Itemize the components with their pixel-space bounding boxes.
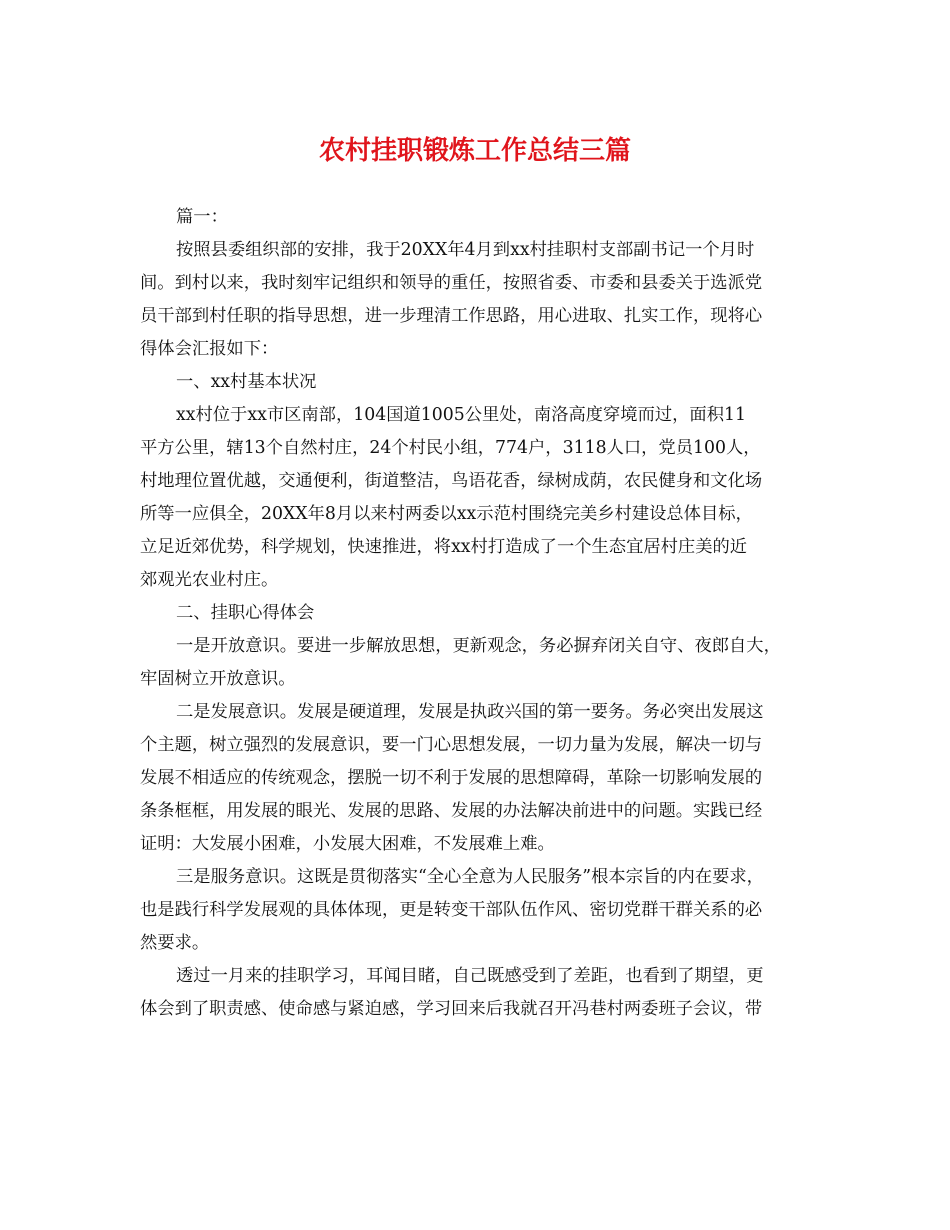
text-line: 二是发展意识。发展是硬道理，发展是执政兴国的第一要务。务必突出发展这 — [176, 702, 764, 722]
document-body — [140, 201, 820, 1026]
text-line: 篇一： — [176, 207, 228, 227]
text-line: 牢固树立开放意识。 — [140, 669, 296, 689]
text-line: 村地理位置优越，交通便利，街道整洁，鸟语花香，绿树成荫，农民健身和文化场 — [140, 471, 763, 491]
text-line: 二、挂职心得体会 — [176, 603, 315, 623]
text-line: 体会到了职责感、使命感与紧迫感，学习回来后我就召开冯巷村两委班子会议，带 — [140, 999, 763, 1019]
text-line: 一是开放意识。要进一步解放思想，更新观念，务必摒弃闭关自守、夜郎自大， — [176, 636, 781, 656]
text-line: 得体会汇报如下： — [140, 339, 279, 359]
text-line: 然要求。 — [140, 933, 210, 953]
text-line: 透过一月来的挂职学习，耳闻目睹，自己既感受到了差距，也看到了期望，更 — [176, 966, 764, 986]
text-line: 一、xx村基本状况 — [176, 372, 317, 392]
text-line: 发展不相适应的传统观念，摆脱一切不利于发展的思想障碍，革除一切影响发展的 — [140, 768, 763, 788]
text-line: 条条框框，用发展的眼光、发展的思路、发展的办法解决前进中的问题。实践已经 — [140, 801, 763, 821]
text-line: 所等一应俱全，20XX年8月以来村两委以xx示范村围绕完美乡村建设总体目标， — [140, 504, 753, 524]
text-line: 个主题，树立强烈的发展意识，要一门心思想发展，一切力量为发展，解决一切与 — [140, 735, 763, 755]
text-line: xx村位于xx市区南部，104国道1005公里处，南洛高度穿境而过，面积11 — [176, 405, 746, 425]
text-line: 平方公里，辖13个自然村庄，24个村民小组，774户，3118人口，党员100人， — [140, 438, 761, 458]
document-title: 农村挂职锻炼工作总结三篇 — [318, 136, 631, 166]
text-line: 间。到村以来，我时刻牢记组织和领导的重任，按照省委、市委和县委关于选派党 — [140, 273, 763, 293]
text-line: 按照县委组织部的安排，我于20XX年4月到xx村挂职村支部副书记一个月时 — [176, 240, 755, 260]
text-line: 三是服务意识。这既是贯彻落实“全心全意为人民服务”根本宗旨的内在要求， — [176, 867, 764, 887]
text-line: 郊观光农业村庄。 — [140, 570, 279, 590]
text-line: 立足近郊优势，科学规划，快速推进，将xx村打造成了一个生态宜居村庄美的近 — [140, 537, 748, 557]
text-line: 也是践行科学发展观的具体体现，更是转变干部队伍作风、密切党群干群关系的必 — [140, 900, 763, 920]
text-line: 员干部到村任职的指导思想，进一步理清工作思路，用心进取、扎实工作，现将心 — [140, 306, 763, 326]
text-line: 证明：大发展小困难，小发展大困难，不发展难上难。 — [140, 834, 555, 854]
